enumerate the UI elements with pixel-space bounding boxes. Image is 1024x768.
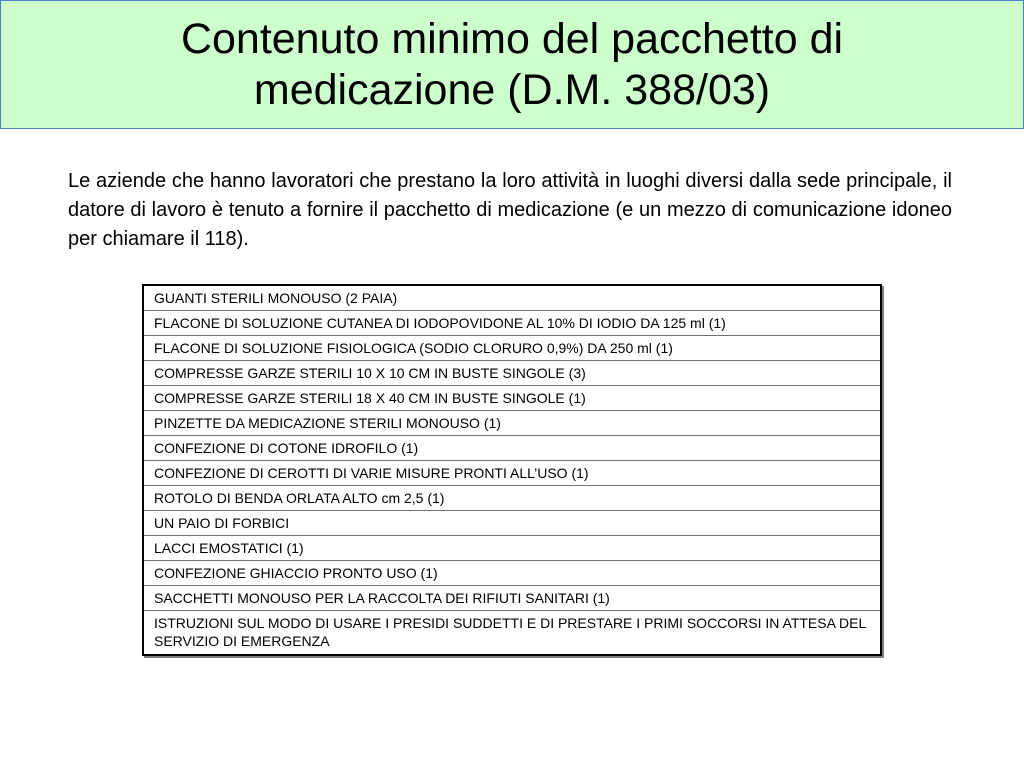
table-row [143, 386, 881, 411]
table-cell: ISTRUZIONI SUL MODO DI USARE I PRESIDI SUDDETTI E DI PRESTARE I PRIMI SOCCORSI IN ATTESA DEL SERVIZIO DI EMERGENZA [143, 611, 881, 655]
table-row [143, 411, 881, 436]
table-row [143, 536, 881, 561]
table-cell: PINZETTE DA MEDICAZIONE STERILI MONOUSO (1) [143, 411, 881, 436]
table-row [143, 311, 881, 336]
table-cell: SACCHETTI MONOUSO PER LA RACCOLTA DEI RIFIUTI SANITARI (1) [143, 586, 881, 611]
table-cell: UN PAIO DI FORBICI [143, 511, 881, 536]
table-row [143, 285, 881, 311]
table-cell: CONFEZIONE GHIACCIO PRONTO USO (1) [143, 561, 881, 586]
table-row [143, 436, 881, 461]
table-cell: LACCI EMOSTATICI (1) [143, 536, 881, 561]
title-banner [0, 0, 1024, 129]
first-aid-kit-table [142, 284, 882, 656]
page-title-line-1: Contenuto minimo del pacchetto di [180, 14, 844, 63]
table-cell: FLACONE DI SOLUZIONE FISIOLOGICA (SODIO CLORURO 0,9%) DA 250 ml (1) [143, 336, 881, 361]
table-cell: FLACONE DI SOLUZIONE CUTANEA DI IODOPOVIDONE AL 10% DI IODIO DA 125 ml (1) [143, 311, 881, 336]
table-row [143, 586, 881, 611]
table-cell: COMPRESSE GARZE STERILI 10 X 10 CM IN BUSTE SINGOLE (3) [143, 361, 881, 386]
table-row [143, 511, 881, 536]
table-row [143, 461, 881, 486]
table-row [143, 486, 881, 511]
table-row [143, 336, 881, 361]
table-cell: CONFEZIONE DI COTONE IDROFILO (1) [143, 436, 881, 461]
table-row [143, 561, 881, 586]
table-row [143, 611, 881, 655]
table-cell: CONFEZIONE DI CEROTTI DI VARIE MISURE PRONTI ALL’USO (1) [143, 461, 881, 486]
intro-paragraph: Le aziende che hanno lavoratori che prestano la loro attività in luoghi diversi dalla sede principale, il datore di lavoro è tenuto a fornire il pacchetto di medicazione (e un mezzo di comunicazione idoneo per chiamare il 118). [68, 170, 952, 250]
page-title-line-2: medicazione (D.M. 388/03) [253, 65, 771, 114]
table-cell: COMPRESSE GARZE STERILI 18 X 40 CM IN BUSTE SINGOLE (1) [143, 386, 881, 411]
table-cell: GUANTI STERILI MONOUSO (2 PAIA) [143, 285, 881, 311]
table-cell: ROTOLO DI BENDA ORLATA ALTO cm 2,5 (1) [143, 486, 881, 511]
table-row [143, 361, 881, 386]
